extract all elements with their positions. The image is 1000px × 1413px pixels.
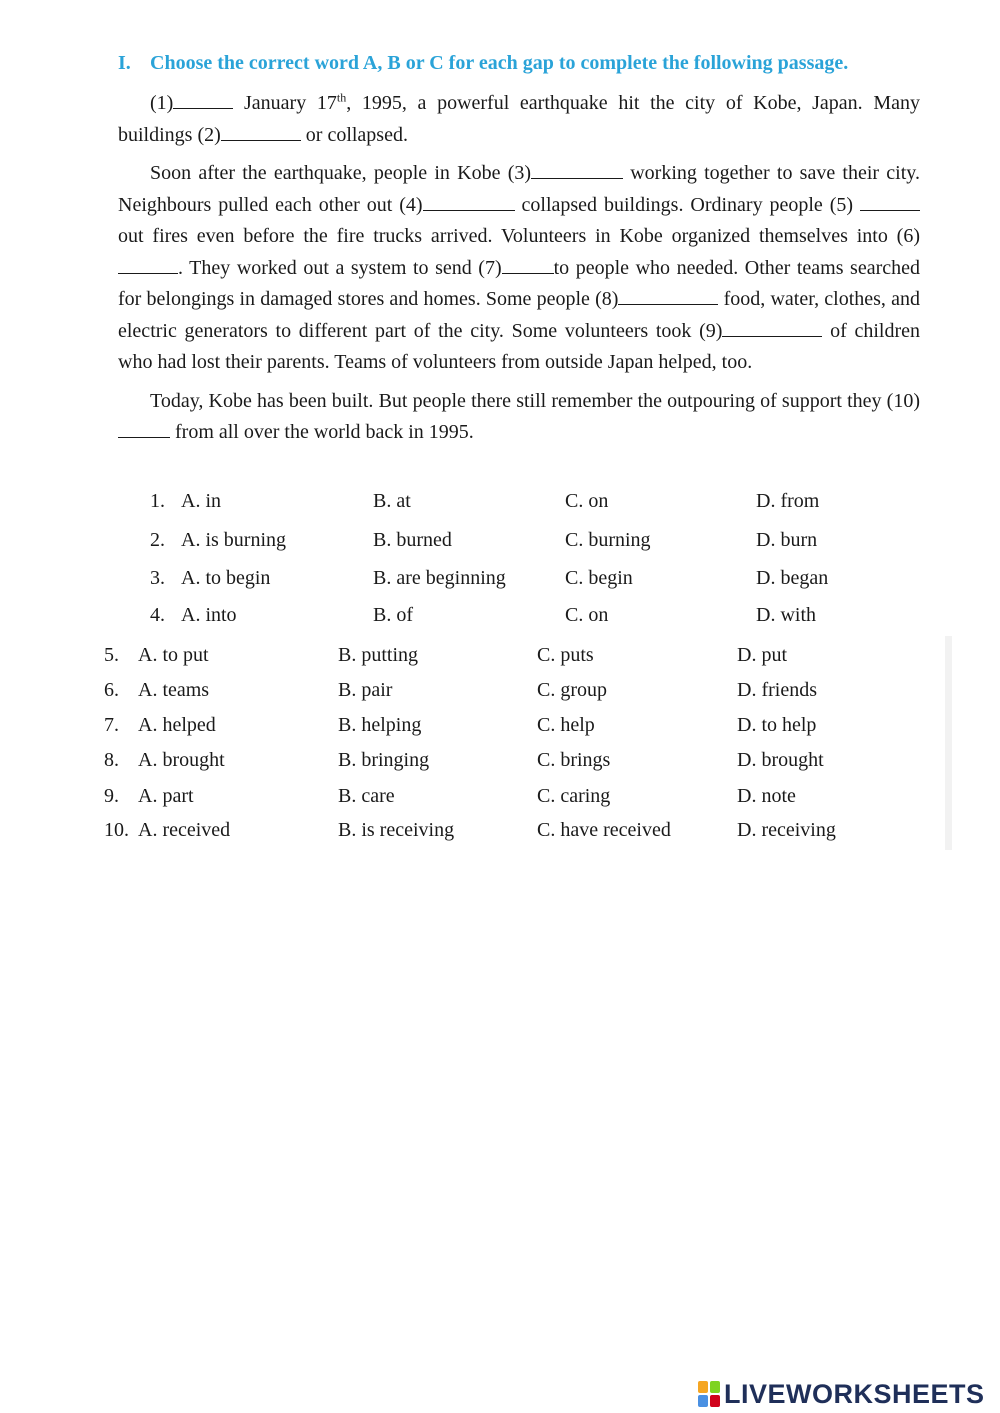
superscript: th	[336, 90, 347, 105]
passage-text: of children who had lost their parents. Teams of volunteers from outside Japan helped, too.	[118, 319, 920, 373]
option-c[interactable]: C. begin	[565, 567, 633, 589]
passage-text: working together to save their city. Neighbours pulled each other out	[118, 162, 920, 216]
passage-paragraph-2	[118, 158, 920, 379]
section-instruction: Choose the correct word A, B or C for each gap to complete the following passage.	[150, 52, 849, 74]
option-d[interactable]: D. put	[737, 644, 787, 666]
gap-label-3: (3)	[507, 162, 532, 184]
question-number: 1.	[150, 490, 165, 512]
option-c[interactable]: C. puts	[537, 644, 594, 666]
passage-text: . They worked out a system to send	[178, 256, 479, 279]
gap-9[interactable]	[722, 318, 822, 337]
logo-square	[698, 1381, 708, 1393]
gap-7[interactable]	[502, 255, 554, 274]
gap-2[interactable]	[221, 122, 301, 141]
option-a[interactable]: A. brought	[138, 749, 225, 771]
option-a[interactable]: A. part	[138, 785, 194, 807]
reading-passage	[118, 88, 920, 449]
gap-1[interactable]	[173, 90, 233, 109]
question-number: 10.	[104, 819, 129, 841]
gap-4[interactable]	[423, 192, 515, 211]
passage-text: collapsed buildings. Ordinary people	[514, 193, 830, 216]
liveworksheets-logo-icon	[698, 1381, 720, 1407]
logo-square	[710, 1395, 720, 1407]
gap-6[interactable]	[118, 255, 178, 274]
question-number: 2.	[150, 529, 165, 551]
gap-5[interactable]	[860, 192, 920, 211]
option-d[interactable]: D. brought	[737, 749, 824, 771]
option-c[interactable]: C. have received	[537, 819, 671, 841]
gap-10[interactable]	[118, 419, 170, 438]
gap-label-2: (2)	[197, 123, 221, 146]
gap-label-5: (5)	[829, 193, 854, 216]
option-c[interactable]: C. burning	[565, 529, 651, 551]
option-a[interactable]: A. is burning	[181, 529, 286, 551]
passage-text: food, water, clothes, and electric generators to different part of the city. Some volunteers took	[118, 288, 920, 342]
passage-paragraph-1	[118, 88, 920, 151]
option-b[interactable]: B. at	[373, 490, 411, 512]
gap-label-6: (6)	[896, 225, 920, 247]
section-heading	[118, 52, 938, 75]
passage-text: or collapsed.	[300, 123, 408, 146]
option-a[interactable]: A. teams	[138, 679, 210, 701]
logo-square	[710, 1381, 720, 1393]
option-d[interactable]: D. began	[756, 567, 829, 589]
question-number: 7.	[104, 714, 119, 736]
option-b[interactable]: B. putting	[338, 644, 419, 666]
question-number: 9.	[104, 785, 119, 807]
passage-text: Today, Kobe has been built. But people there still remember the outpouring of support they	[150, 389, 887, 412]
option-d[interactable]: D. friends	[737, 679, 817, 701]
option-a[interactable]: A. received	[138, 819, 231, 841]
passage-paragraph-3	[118, 386, 920, 449]
option-b[interactable]: B. bringing	[338, 749, 430, 771]
option-d[interactable]: D. to help	[737, 714, 817, 736]
option-d[interactable]: D. receiving	[737, 819, 836, 841]
passage-text: January 17	[233, 92, 337, 114]
option-a[interactable]: A. into	[181, 604, 237, 626]
passage-text: from all over the world back in 1995.	[170, 421, 474, 443]
option-d[interactable]: D. with	[756, 604, 816, 626]
option-b[interactable]: B. is receiving	[338, 819, 455, 841]
gap-label-4: (4)	[399, 193, 423, 216]
option-b[interactable]: B. are beginning	[373, 567, 506, 589]
option-a[interactable]: A. in	[181, 490, 221, 512]
option-c[interactable]: C. help	[537, 714, 595, 736]
gap-label-1: (1)	[150, 92, 174, 114]
passage-text: Soon after the earthquake, people in Kobe	[150, 162, 508, 184]
option-a[interactable]: A. to begin	[181, 567, 271, 589]
passage-text: out fires even before the fire trucks arrived. Volunteers in Kobe organized themselves into	[118, 225, 897, 247]
option-a[interactable]: A. to put	[138, 644, 209, 666]
logo-text: LIVEWORKSHEETS	[724, 1378, 985, 1409]
option-c[interactable]: C. brings	[537, 749, 611, 771]
gap-label-7: (7)	[478, 256, 502, 279]
option-b[interactable]: B. burned	[373, 529, 452, 551]
option-c[interactable]: C. on	[565, 490, 609, 512]
option-b[interactable]: B. care	[338, 785, 395, 807]
option-c[interactable]: C. on	[565, 604, 609, 626]
passage-text: , 1995, a powerful earthquake hit the city of Kobe, Japan. Many buildings	[118, 92, 921, 146]
gap-3[interactable]	[531, 160, 623, 179]
gap-8[interactable]	[618, 286, 718, 305]
logo-square	[698, 1395, 708, 1407]
option-d[interactable]: D. from	[756, 490, 820, 512]
gap-label-8: (8)	[595, 288, 619, 310]
option-c[interactable]: C. caring	[537, 785, 611, 807]
option-b[interactable]: B. of	[373, 604, 413, 626]
liveworksheets-logo[interactable]	[698, 1378, 985, 1410]
option-d[interactable]: D. note	[737, 785, 796, 807]
gap-label-10: (10)	[886, 389, 920, 412]
question-number: 5.	[104, 644, 119, 666]
question-number: 3.	[150, 567, 165, 589]
gap-label-9: (9)	[699, 319, 723, 342]
question-number: 8.	[104, 749, 119, 771]
question-number: 6.	[104, 679, 119, 701]
section-number: I.	[118, 52, 131, 74]
option-b[interactable]: B. pair	[338, 679, 393, 701]
option-b[interactable]: B. helping	[338, 714, 422, 736]
question-number: 4.	[150, 604, 165, 626]
option-d[interactable]: D. burn	[756, 529, 818, 551]
option-a[interactable]: A. helped	[138, 714, 216, 736]
option-c[interactable]: C. group	[537, 679, 607, 701]
passage-text: to people who needed. Other teams searched for belongings in damaged stores and homes. Some people	[118, 256, 920, 310]
scan-edge-band	[945, 636, 952, 850]
